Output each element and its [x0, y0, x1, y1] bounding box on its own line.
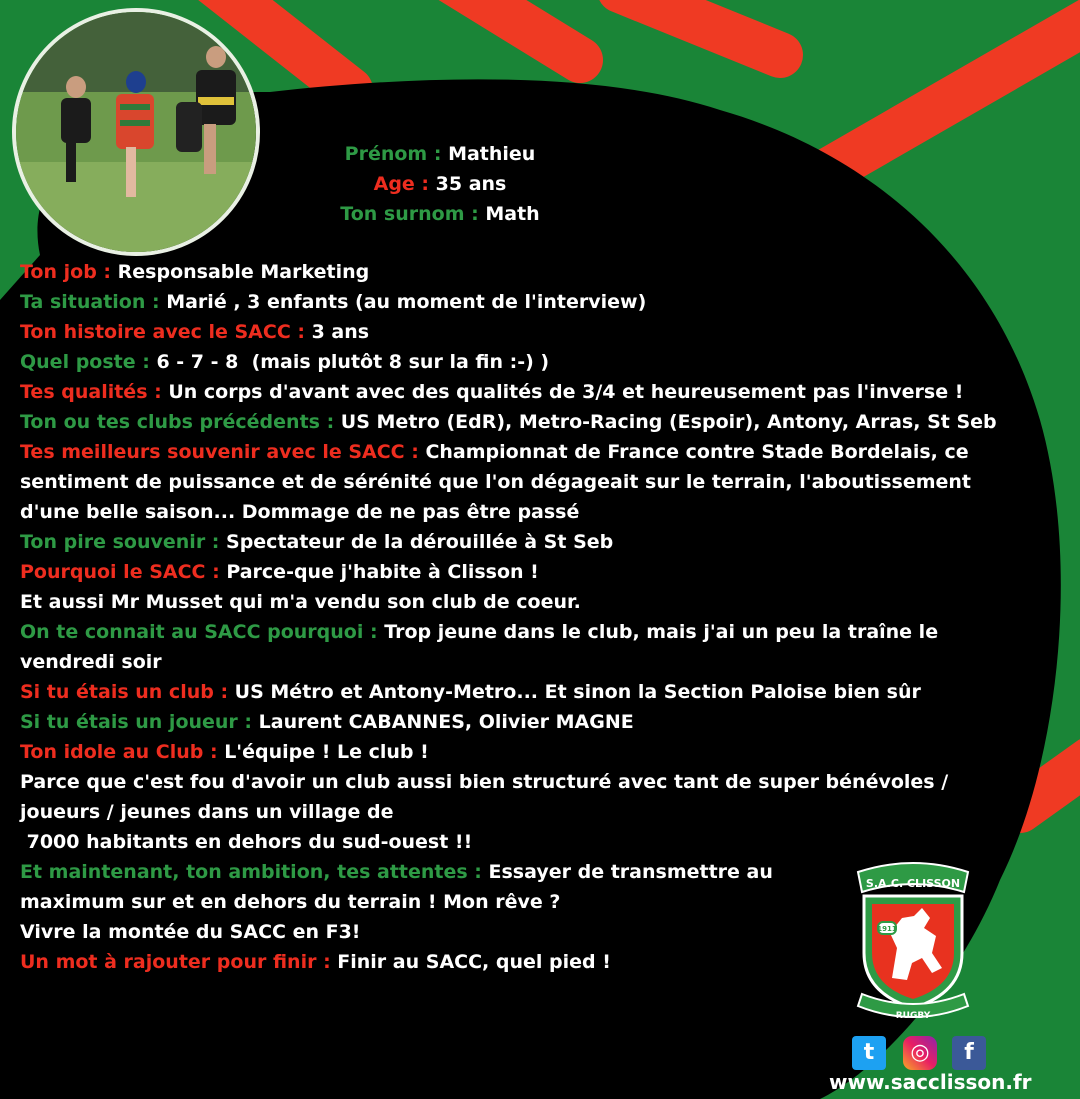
mot-label: Un mot à rajouter pour finir : [20, 951, 338, 973]
crest-shield-text: 1911 [877, 925, 897, 933]
situation-label: Ta situation : [20, 291, 167, 313]
qa-pire [20, 527, 1020, 557]
club-crest-logo [852, 858, 974, 1028]
prenom-line [300, 139, 580, 169]
histoire-value: 3 ans [311, 321, 370, 343]
connait-label: On te connait au SACC pourquoi : [20, 621, 385, 643]
ambition-value-2: maximum sur et en dehors du terrain ! Mon rêve ? [20, 891, 561, 913]
qa-qualites [20, 377, 1020, 407]
joueur-label: Si tu étais un joueur : [20, 711, 259, 733]
pire-label: Ton pire souvenir : [20, 531, 227, 553]
qa-meilleur [20, 437, 1020, 467]
idole-label: Ton idole au Club : [20, 741, 225, 763]
poste-value: 6 - 7 - 8 (mais plutôt 8 sur la fin :-) ) [156, 351, 550, 373]
qa-job [20, 257, 1020, 287]
pourquoi-value-1: Parce-que j'habite à Clisson ! [226, 561, 539, 583]
surnom-line [300, 199, 580, 229]
idole-value-1: L'équipe ! Le club ! [224, 741, 429, 763]
crest-bottom-text: RUGBY [895, 1011, 931, 1021]
ambition-value-3: Vivre la montée du SACC en F3! [20, 921, 361, 943]
facebook-icon[interactable]: f [952, 1036, 986, 1070]
player-photo [12, 8, 260, 256]
poste-label: Quel poste : [20, 351, 157, 373]
qa-poste [20, 347, 1020, 377]
qa-joueur [20, 707, 1020, 737]
qa-clubs [20, 407, 1020, 437]
prenom-label: Prénom : [344, 143, 449, 165]
job-label: Ton job : [20, 261, 118, 283]
idole-value-3: joueurs / jeunes dans un village de [20, 801, 394, 823]
qualites-value: Un corps d'avant avec des qualités de 3/4 et heureusement pas l'inverse ! [168, 381, 964, 403]
prenom-value: Mathieu [448, 143, 536, 165]
ambition-value-1: Essayer de transmettre au [488, 861, 773, 883]
meilleur-value-1: Championnat de France contre Stade Bordelais, ce [425, 441, 969, 463]
job-value: Responsable Marketing [117, 261, 370, 283]
histoire-label: Ton histoire avec le SACC : [20, 321, 312, 343]
age-value: 35 ans [435, 173, 507, 195]
ambition-label: Et maintenant, ton ambition, tes attentes : [20, 861, 489, 883]
surnom-label: Ton surnom : [340, 203, 486, 225]
meilleur-value-2: sentiment de puissance et de sérénité que l'on dégageait sur le terrain, l'aboutissement [20, 471, 971, 493]
instagram-icon[interactable]: ◎ [903, 1036, 937, 1070]
age-label: Age : [373, 173, 436, 195]
pourquoi-label: Pourquoi le SACC : [20, 561, 227, 583]
qa-pourquoi [20, 557, 1020, 587]
connait-value-1: Trop jeune dans le club, mais j'ai un peu la traîne le [384, 621, 939, 643]
meilleur-label: Tes meilleurs souvenir avec le SACC : [20, 441, 426, 463]
crest-top-text: S.A.C. CLISSON [865, 877, 961, 890]
clubs-value: US Metro (EdR), Metro-Racing (Espoir), Antony, Arras, St Seb [340, 411, 997, 433]
qa-situation [20, 287, 1020, 317]
club-value: US Métro et Antony-Metro... Et sinon la Section Paloise bien sûr [234, 681, 921, 703]
mot-value: Finir au SACC, quel pied ! [337, 951, 611, 973]
joueur-value: Laurent CABANNES, Olivier MAGNE [258, 711, 634, 733]
clubs-label: Ton ou tes clubs précédents : [20, 411, 341, 433]
idole-value-4: 7000 habitants en dehors du sud-ouest !! [20, 831, 473, 853]
qa-histoire [20, 317, 1020, 347]
website-link[interactable]: www.sacclisson.fr [829, 1070, 1032, 1094]
age-line [300, 169, 580, 199]
situation-value: Marié , 3 enfants (au moment de l'interview) [166, 291, 647, 313]
pourquoi-value-2: Et aussi Mr Musset qui m'a vendu son club de coeur. [20, 591, 581, 613]
identity-header [300, 139, 580, 229]
meilleur-value-3: d'une belle saison... Dommage de ne pas être passé [20, 501, 580, 523]
qa-club [20, 677, 1020, 707]
club-label: Si tu étais un club : [20, 681, 235, 703]
surnom-value: Math [485, 203, 540, 225]
qa-idole [20, 737, 1020, 767]
qualites-label: Tes qualités : [20, 381, 169, 403]
twitter-icon[interactable]: t [852, 1036, 886, 1070]
connait-value-2: vendredi soir [20, 651, 162, 673]
idole-value-2: Parce que c'est fou d'avoir un club aussi bien structuré avec tant de super bénévoles / [20, 771, 949, 793]
pire-value: Spectateur de la dérouillée à St Seb [226, 531, 614, 553]
qa-connait [20, 617, 1020, 647]
